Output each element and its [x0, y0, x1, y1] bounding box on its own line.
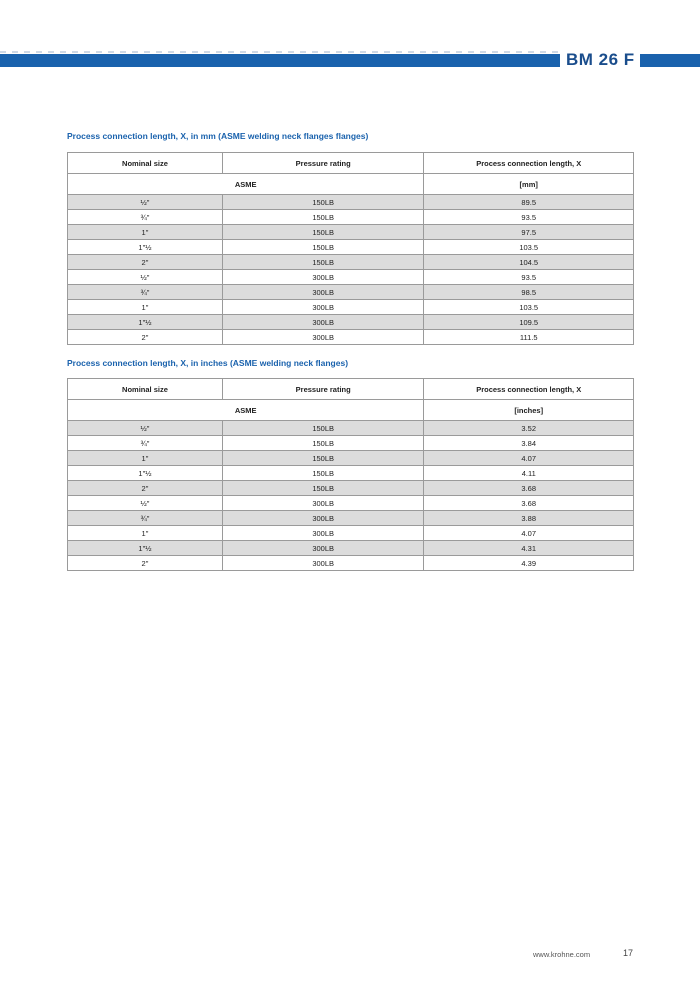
table-row [68, 210, 634, 225]
table-mm [67, 152, 634, 345]
standard-label: ASME [68, 174, 424, 195]
pressure-rating-cell: 150LB [222, 195, 424, 210]
nominal-size-cell: 1"½ [68, 240, 223, 255]
nominal-size-cell: ½" [68, 496, 223, 511]
footer-url[interactable]: www.krohne.com [533, 950, 591, 959]
nominal-size-cell: 2" [68, 556, 223, 571]
table-row [68, 225, 634, 240]
connection-length-cell: 111.5 [424, 330, 634, 345]
nominal-size-cell: 1" [68, 451, 223, 466]
table-mm-body [68, 195, 634, 345]
pressure-rating-cell: 300LB [222, 285, 424, 300]
standard-label: ASME [68, 400, 424, 421]
pressure-rating-cell: 150LB [222, 225, 424, 240]
pressure-rating-cell: 150LB [222, 481, 424, 496]
table-row [68, 195, 634, 210]
connection-length-cell: 3.52 [424, 421, 634, 436]
column-header-pressure-rating: Pressure rating [222, 379, 424, 400]
connection-length-cell: 109.5 [424, 315, 634, 330]
table-inches [67, 378, 634, 571]
nominal-size-cell: ½" [68, 270, 223, 285]
nominal-size-cell: 1" [68, 225, 223, 240]
pressure-rating-cell: 150LB [222, 421, 424, 436]
pressure-rating-cell: 300LB [222, 541, 424, 556]
table-row [68, 240, 634, 255]
pressure-rating-cell: 150LB [222, 240, 424, 255]
table-row [68, 436, 634, 451]
table-row [68, 481, 634, 496]
connection-length-cell: 104.5 [424, 255, 634, 270]
connection-length-cell: 3.84 [424, 436, 634, 451]
table-inches-body [68, 421, 634, 571]
connection-length-cell: 3.68 [424, 496, 634, 511]
connection-length-cell: 89.5 [424, 195, 634, 210]
column-header-connection-length: Process connection length, X [424, 153, 634, 174]
pressure-rating-cell: 300LB [222, 270, 424, 285]
table-row [68, 300, 634, 315]
table-row [68, 270, 634, 285]
pressure-rating-cell: 150LB [222, 255, 424, 270]
connection-length-cell: 93.5 [424, 270, 634, 285]
table-row [68, 330, 634, 345]
connection-length-cell: 97.5 [424, 225, 634, 240]
connection-length-cell: 93.5 [424, 210, 634, 225]
column-header-nominal-size: Nominal size [68, 153, 223, 174]
connection-length-cell: 4.07 [424, 526, 634, 541]
nominal-size-cell: 1"½ [68, 466, 223, 481]
nominal-size-cell: 1"½ [68, 315, 223, 330]
nominal-size-cell: 1"½ [68, 541, 223, 556]
table-inches-heading: Process connection length, X, in inches (ASME welding neck flanges) [67, 358, 349, 368]
nominal-size-cell: ½" [68, 195, 223, 210]
table-row [68, 421, 634, 436]
connection-length-cell: 103.5 [424, 240, 634, 255]
connection-length-cell: 4.31 [424, 541, 634, 556]
pressure-rating-cell: 150LB [222, 451, 424, 466]
header-bar-left [0, 54, 560, 67]
table-row [68, 451, 634, 466]
nominal-size-cell: ¾" [68, 285, 223, 300]
pressure-rating-cell: 150LB [222, 436, 424, 451]
table-row [68, 466, 634, 481]
pressure-rating-cell: 300LB [222, 300, 424, 315]
table-row [68, 315, 634, 330]
pressure-rating-cell: 300LB [222, 315, 424, 330]
connection-length-cell: 3.88 [424, 511, 634, 526]
table-mm-heading: Process connection length, X, in mm (ASME welding neck flanges flanges) [67, 131, 369, 141]
table-row [68, 285, 634, 300]
pressure-rating-cell: 300LB [222, 330, 424, 345]
nominal-size-cell: ¾" [68, 436, 223, 451]
nominal-size-cell: ¾" [68, 511, 223, 526]
pressure-rating-cell: 300LB [222, 556, 424, 571]
connection-length-cell: 98.5 [424, 285, 634, 300]
unit-label: [mm] [424, 174, 634, 195]
nominal-size-cell: ¾" [68, 210, 223, 225]
nominal-size-cell: 2" [68, 255, 223, 270]
connection-length-cell: 103.5 [424, 300, 634, 315]
header-bar-right [640, 54, 700, 67]
pressure-rating-cell: 300LB [222, 526, 424, 541]
column-header-pressure-rating: Pressure rating [222, 153, 424, 174]
connection-length-cell: 4.39 [424, 556, 634, 571]
table-row [68, 526, 634, 541]
connection-length-cell: 4.11 [424, 466, 634, 481]
connection-length-cell: 3.68 [424, 481, 634, 496]
pressure-rating-cell: 300LB [222, 496, 424, 511]
nominal-size-cell: 2" [68, 481, 223, 496]
page-number: 17 [623, 948, 634, 958]
pressure-rating-cell: 300LB [222, 511, 424, 526]
document-title: BM 26 F [566, 50, 635, 69]
nominal-size-cell: ½" [68, 421, 223, 436]
unit-label: [inches] [424, 400, 634, 421]
column-header-connection-length: Process connection length, X [424, 379, 634, 400]
table-row [68, 541, 634, 556]
column-header-nominal-size: Nominal size [68, 379, 223, 400]
connection-length-cell: 4.07 [424, 451, 634, 466]
table-row [68, 496, 634, 511]
nominal-size-cell: 1" [68, 300, 223, 315]
pressure-rating-cell: 150LB [222, 466, 424, 481]
pressure-rating-cell: 150LB [222, 210, 424, 225]
nominal-size-cell: 1" [68, 526, 223, 541]
table-row [68, 255, 634, 270]
table-row [68, 511, 634, 526]
table-row [68, 556, 634, 571]
nominal-size-cell: 2" [68, 330, 223, 345]
